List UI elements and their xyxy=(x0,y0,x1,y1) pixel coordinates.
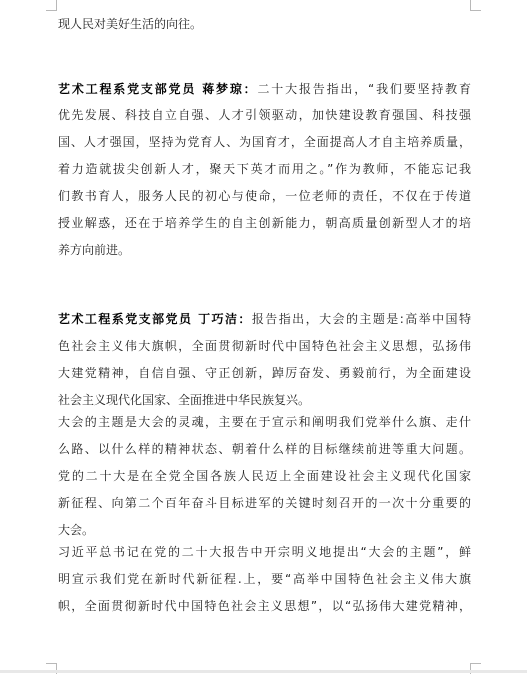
text-line: 帜，全面贯彻新时代中国特色社会主义思想”，以“弘扬伟大建党精神， xyxy=(58,599,471,613)
text-line: 新征程、向第二个百年奋斗目标进军的关键时刻召开的一次十分重要的 xyxy=(58,496,471,510)
paragraph-jiang-mengqiong xyxy=(58,82,471,257)
text-line: 么路、以什么样的精神状态、朝着什么样的目标继续前进等重大问题。 xyxy=(58,442,471,456)
text-line xyxy=(58,312,471,326)
paragraph-continuation xyxy=(58,17,471,31)
crop-mark-top-right xyxy=(470,0,481,11)
text-line: 养方向前进。 xyxy=(58,243,131,257)
text-line: 授业解惑，还在于培养学生的自主创新能力，朝高质量创新型人才的培 xyxy=(58,216,471,230)
text-line: 着力造就拔尖创新人才，聚天下英才而用之。”作为教师，不能忘记我 xyxy=(58,162,471,176)
text-line: 社会主义现代化国家、全面推进中华民族复兴。 xyxy=(58,393,311,407)
paragraph-ding-qiaojie xyxy=(58,312,471,613)
crop-mark-top-left xyxy=(46,0,57,11)
text-line: 大会。 xyxy=(58,523,95,537)
text-line: 大建党精神，自信自强、守正创新，踔厉奋发、勇毅前行，为全面建设 xyxy=(58,366,471,380)
text-line: 习近平总书记在党的二十大报告中开宗明义地提出“大会的主题”，鲜 xyxy=(58,545,471,559)
text-line: 国、人才强国，坚持为党育人、为国育才，全面提高人才自主培养质量， xyxy=(58,135,471,149)
speaker-heading: 艺术工程系党支部党员 蒋梦琼： xyxy=(58,82,258,96)
text-line: 现人民对美好生活的向往。 xyxy=(58,17,203,31)
text-line: 色社会主义伟大旗帜，全面贯彻新时代中国特色社会主义思想，弘扬伟 xyxy=(58,339,471,353)
text-line: 党的二十大是在全党全国各族人民迈上全面建设社会主义现代化国家 xyxy=(58,469,471,483)
text-line: 优先发展、科技自立自强、人才引领驱动，加快建设教育强国、科技强 xyxy=(58,108,471,122)
text-line: 大会的主题是大会的灵魂，主要在于宣示和阐明我们党举什么旗、走什 xyxy=(58,415,471,429)
text-line: 们教书育人，服务人民的初心与使命，一位老师的责任，不仅在于传道 xyxy=(58,189,471,203)
speaker-heading: 艺术工程系党支部党员 丁巧洁： xyxy=(58,312,252,326)
text-span: 二十大报告指出，“我们要坚持教育 xyxy=(257,82,471,96)
text-line: 明宣示我们党在新时代新征程.上，要“高举中国特色社会主义伟大旗 xyxy=(58,572,471,586)
text-line xyxy=(58,82,471,96)
text-span: 报告指出，大会的主题是:高举中国特 xyxy=(251,312,471,326)
